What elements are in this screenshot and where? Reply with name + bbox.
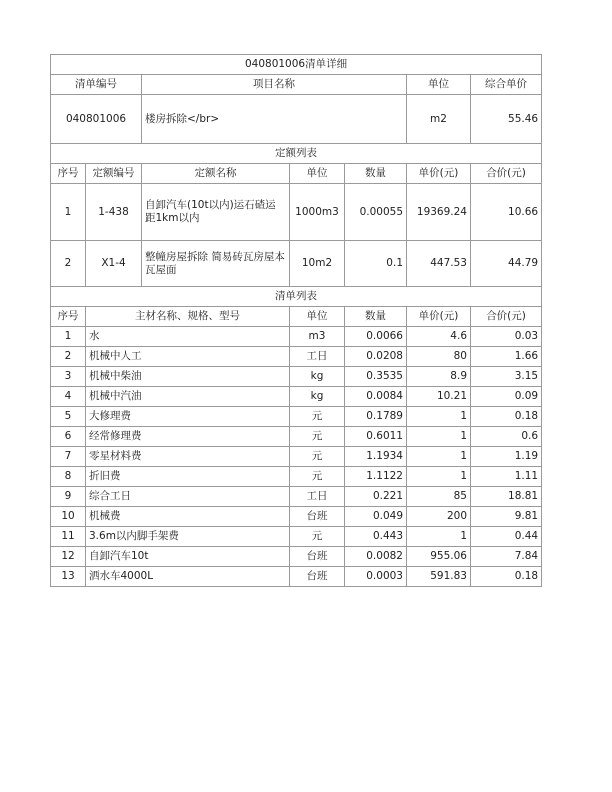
material-row [51,547,542,567]
quota-seq-header: 序号 [51,164,86,184]
material-price: 200 [407,507,471,527]
quota-name: 自卸汽车(10t以内)运石碴运距1km以内 [142,184,290,241]
material-name: 综合工日 [86,487,290,507]
bill-header-row [51,75,542,95]
material-unit: kg [290,387,345,407]
material-seq: 12 [51,547,86,567]
material-unit: 元 [290,407,345,427]
material-qty: 0.0003 [345,567,407,587]
material-qty: 0.0208 [345,347,407,367]
material-qty-header: 数量 [345,307,407,327]
material-total: 1.19 [471,447,542,467]
material-price: 1 [407,527,471,547]
material-total: 1.11 [471,467,542,487]
bill-unit-price: 55.46 [471,95,542,144]
quota-row [51,184,542,241]
material-qty: 1.1934 [345,447,407,467]
material-qty: 0.1789 [345,407,407,427]
material-seq: 11 [51,527,86,547]
quota-unit: 1000m3 [290,184,345,241]
material-total: 3.15 [471,367,542,387]
material-seq: 5 [51,407,86,427]
bill-detail-table [50,54,542,587]
material-row [51,347,542,367]
material-unit-header: 单位 [290,307,345,327]
material-total: 1.66 [471,347,542,367]
quota-code: 1-438 [86,184,142,241]
material-unit: kg [290,367,345,387]
material-row [51,507,542,527]
material-name: 经常修理费 [86,427,290,447]
material-section-title: 清单列表 [51,287,542,307]
material-unit: 工日 [290,347,345,367]
quota-qty: 0.00055 [345,184,407,241]
material-price: 8.9 [407,367,471,387]
quota-seq: 1 [51,184,86,241]
material-row [51,487,542,507]
material-price: 1 [407,447,471,467]
table-body [51,55,542,587]
quota-seq: 2 [51,241,86,287]
material-total: 0.18 [471,407,542,427]
material-name: 3.6m以内脚手架费 [86,527,290,547]
material-name: 零星材料费 [86,447,290,467]
material-name: 机械中柴油 [86,367,290,387]
material-total: 9.81 [471,507,542,527]
material-qty: 0.0084 [345,387,407,407]
material-seq: 9 [51,487,86,507]
material-total: 0.03 [471,327,542,347]
material-qty: 1.1122 [345,467,407,487]
quota-price: 19369.24 [407,184,471,241]
quota-name-header: 定额名称 [142,164,290,184]
quota-header-row [51,164,542,184]
material-name: 机械中人工 [86,347,290,367]
material-name: 水 [86,327,290,347]
material-price: 591.83 [407,567,471,587]
material-unit: 元 [290,427,345,447]
quota-code-header: 定额编号 [86,164,142,184]
material-total-header: 合价(元) [471,307,542,327]
material-unit: 工日 [290,487,345,507]
quota-unit-header: 单位 [290,164,345,184]
material-qty: 0.3535 [345,367,407,387]
material-row [51,527,542,547]
material-seq: 3 [51,367,86,387]
material-price-header: 单价(元) [407,307,471,327]
material-qty: 0.443 [345,527,407,547]
material-row [51,427,542,447]
material-seq: 1 [51,327,86,347]
material-row [51,447,542,467]
material-total: 0.6 [471,427,542,447]
bill-name-header: 项目名称 [142,75,407,95]
material-row [51,407,542,427]
material-seq: 8 [51,467,86,487]
quota-section-row [51,144,542,164]
material-name: 自卸汽车10t [86,547,290,567]
quota-section-title: 定额列表 [51,144,542,164]
quota-total: 10.66 [471,184,542,241]
material-row [51,367,542,387]
material-row [51,387,542,407]
material-name: 洒水车4000L [86,567,290,587]
material-unit: 台班 [290,547,345,567]
quota-qty: 0.1 [345,241,407,287]
material-price: 80 [407,347,471,367]
material-unit: 台班 [290,567,345,587]
bill-unit-header: 单位 [407,75,471,95]
material-name: 机械费 [86,507,290,527]
bill-code: 040801006 [51,95,142,144]
material-name: 机械中汽油 [86,387,290,407]
material-row [51,467,542,487]
quota-row [51,241,542,287]
material-price: 4.6 [407,327,471,347]
material-seq: 13 [51,567,86,587]
bill-unit-price-header: 综合单价 [471,75,542,95]
bill-code-header: 清单编号 [51,75,142,95]
table-title: 040801006清单详细 [51,55,542,75]
material-header-row [51,307,542,327]
material-price: 10.21 [407,387,471,407]
material-seq: 4 [51,387,86,407]
material-section-row [51,287,542,307]
material-qty: 0.049 [345,507,407,527]
material-price: 955.06 [407,547,471,567]
material-price: 1 [407,467,471,487]
material-qty: 0.221 [345,487,407,507]
material-seq: 10 [51,507,86,527]
material-total: 7.84 [471,547,542,567]
title-row [51,55,542,75]
material-qty: 0.0082 [345,547,407,567]
material-name: 折旧费 [86,467,290,487]
material-qty: 0.6011 [345,427,407,447]
material-name: 大修理费 [86,407,290,427]
quota-total-header: 合价(元) [471,164,542,184]
material-seq-header: 序号 [51,307,86,327]
material-total: 18.81 [471,487,542,507]
material-unit: m3 [290,327,345,347]
quota-qty-header: 数量 [345,164,407,184]
material-seq: 6 [51,427,86,447]
bill-unit: m2 [407,95,471,144]
material-row [51,567,542,587]
material-total: 0.09 [471,387,542,407]
material-total: 0.44 [471,527,542,547]
material-unit: 元 [290,447,345,467]
material-price: 85 [407,487,471,507]
material-price: 1 [407,407,471,427]
quota-price-header: 单价(元) [407,164,471,184]
material-row [51,327,542,347]
quota-name: 整幢房屋拆除 简易砖瓦房屋本瓦屋面 [142,241,290,287]
quota-total: 44.79 [471,241,542,287]
material-name-header: 主材名称、规格、型号 [86,307,290,327]
bill-name: 楼房拆除</br> [142,95,407,144]
material-seq: 7 [51,447,86,467]
bill-item-row [51,95,542,144]
material-seq: 2 [51,347,86,367]
quota-price: 447.53 [407,241,471,287]
material-qty: 0.0066 [345,327,407,347]
quota-code: X1-4 [86,241,142,287]
material-unit: 元 [290,467,345,487]
material-unit: 台班 [290,507,345,527]
material-total: 0.18 [471,567,542,587]
material-unit: 元 [290,527,345,547]
material-price: 1 [407,427,471,447]
quota-unit: 10m2 [290,241,345,287]
